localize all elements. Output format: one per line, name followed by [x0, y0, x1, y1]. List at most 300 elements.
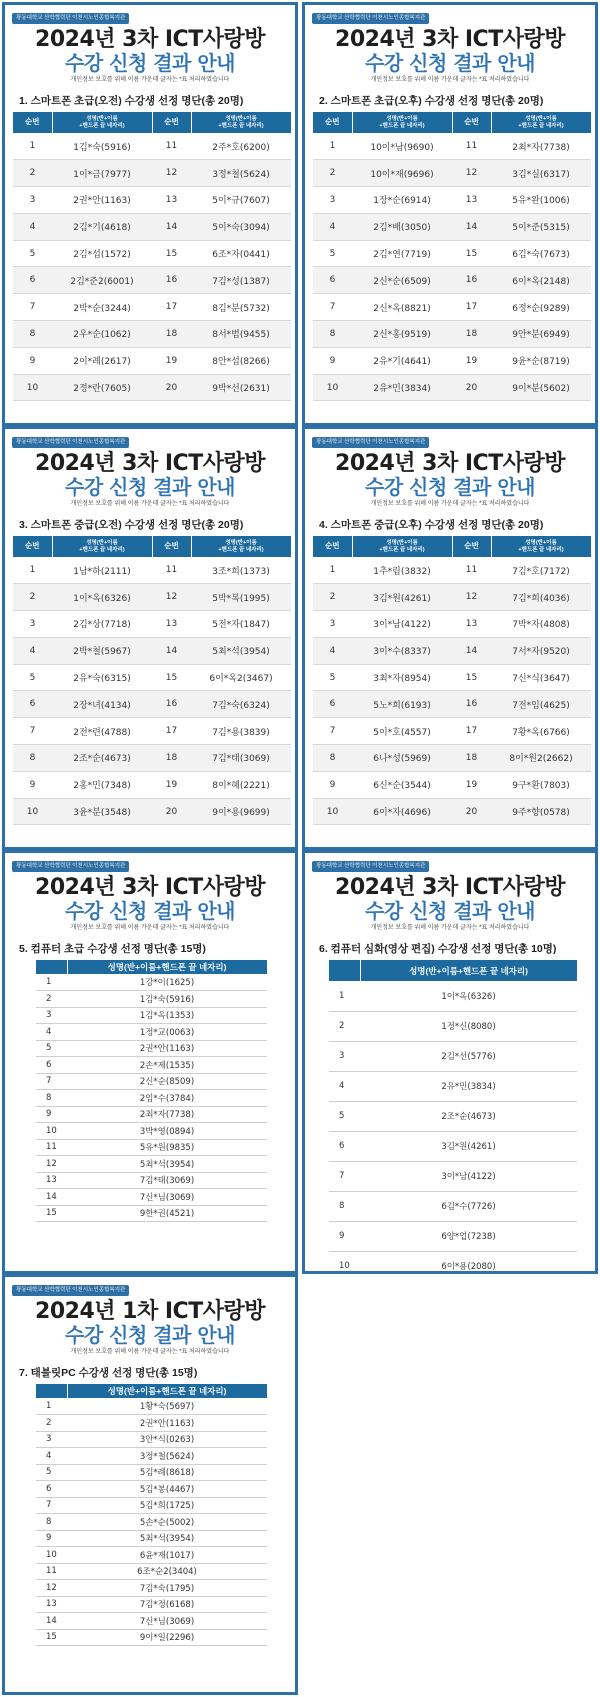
- student-name: 3김*실(6317): [491, 160, 591, 187]
- student-name: 5이*준(5315): [491, 213, 591, 240]
- row-number: 5: [36, 1040, 67, 1057]
- header-name-line2: +핸드폰 끝 네자리): [79, 122, 125, 129]
- row-number: 3: [36, 1431, 67, 1448]
- row-number: 10: [313, 798, 352, 825]
- header-name: 성명(반+이름+핸드폰 끝 네자리): [67, 960, 267, 974]
- student-name: 3정*철(5624): [67, 1448, 267, 1465]
- row-number: 7: [13, 294, 52, 321]
- table-row: [36, 1629, 267, 1646]
- table-row: [36, 1040, 267, 1057]
- row-number: 4: [13, 637, 52, 664]
- announcement-title: 2024년 3차 ICT사랑방: [35, 27, 265, 52]
- student-name: 8서*범(9455): [191, 321, 291, 348]
- table-row: [36, 991, 267, 1008]
- table-row: [329, 1041, 577, 1071]
- row-number: 12: [152, 584, 191, 611]
- row-number: 5: [329, 1101, 360, 1131]
- header-name-line2: +핸드폰 끝 네자리): [218, 122, 264, 129]
- table-row: [36, 1514, 267, 1531]
- header-name: [52, 536, 152, 557]
- student-name: 6조*순2(3404): [67, 1563, 267, 1580]
- row-number: 11: [36, 1139, 67, 1156]
- student-name: 8이*원2(2662): [491, 745, 591, 772]
- header-name: [352, 536, 452, 557]
- privacy-note: 개인정보 보호를 위해 이름 가운데 글자는 *표 처리하였습니다: [370, 925, 530, 931]
- student-name: 5전*자(1847): [191, 611, 291, 638]
- row-number: 3: [13, 187, 52, 214]
- row-number: 11: [452, 133, 491, 160]
- row-number: 19: [152, 771, 191, 798]
- row-number: 6: [36, 1057, 67, 1074]
- selection-table: [329, 960, 578, 1274]
- row-number: 9: [313, 347, 352, 374]
- student-name: 7김*숙(6324): [191, 691, 291, 718]
- table-row: [13, 213, 291, 240]
- table-row: [36, 1057, 267, 1074]
- student-name: 5김*봉(4467): [67, 1481, 267, 1498]
- student-name: 2신*옥(8821): [352, 294, 452, 321]
- row-number: 8: [36, 1090, 67, 1107]
- student-name: 7김*성(1387): [191, 267, 291, 294]
- table-row: [36, 1123, 267, 1140]
- student-name: 2신*홍(9519): [352, 321, 452, 348]
- row-number: 11: [152, 133, 191, 160]
- org-badge: 광동대학교 산학협력단 이천시노인종합복지관: [12, 13, 129, 24]
- announcement-title: 2024년 3차 ICT사랑방: [35, 451, 265, 476]
- row-number: 1: [13, 133, 52, 160]
- row-number: 7: [329, 1161, 360, 1191]
- announcement-title: 2024년 1차 ICT사랑방: [35, 1299, 265, 1324]
- student-name: 1이*옥(6326): [360, 981, 577, 1011]
- student-name: 7김*태(3069): [191, 745, 291, 772]
- row-number: 9: [36, 1530, 67, 1547]
- student-name: 2조*순(4673): [360, 1101, 577, 1131]
- row-number: 12: [36, 1156, 67, 1173]
- row-number: 20: [152, 374, 191, 401]
- row-number: 17: [452, 718, 491, 745]
- row-number: 12: [152, 160, 191, 187]
- student-name: 2이*례(2617): [52, 347, 152, 374]
- table-row: [13, 584, 291, 611]
- privacy-note: 개인정보 보호를 위해 이름 가운데 글자는 *표 처리하였습니다: [370, 77, 530, 83]
- row-number: 17: [452, 294, 491, 321]
- header-name: [491, 536, 591, 557]
- student-name: 6김*수(7726): [360, 1191, 577, 1221]
- row-number: 3: [13, 611, 52, 638]
- student-name: 8이*혜(2221): [191, 771, 291, 798]
- row-number: 11: [452, 557, 491, 584]
- student-name: 2김*연(7719): [352, 240, 452, 267]
- row-number: 20: [452, 374, 491, 401]
- row-number: 3: [36, 1007, 67, 1024]
- header-name-line1: 성명(반+이름: [386, 540, 418, 547]
- table-row: [36, 974, 267, 991]
- student-name: 1장*순(6914): [352, 187, 452, 214]
- student-name: 5최*석(3954): [67, 1530, 267, 1547]
- row-number: 4: [313, 637, 352, 664]
- student-name: 3정*철(5624): [191, 160, 291, 187]
- table-row: [36, 1448, 267, 1465]
- row-number: 12: [452, 160, 491, 187]
- selection-table: [13, 536, 292, 825]
- student-name: 3윤*분(3548): [52, 798, 152, 825]
- row-number: 14: [152, 213, 191, 240]
- header-number: 순번: [452, 112, 491, 133]
- student-name: 6나*성(5969): [352, 745, 452, 772]
- section-heading: 6. 컴퓨터 심화(영상 편집) 수강생 선정 명단(총 10명): [319, 943, 557, 955]
- privacy-note: 개인정보 보호를 위해 이름 가운데 글자는 *표 처리하였습니다: [70, 77, 230, 83]
- student-name: 5유*완(1006): [491, 187, 591, 214]
- table-row: [36, 1497, 267, 1514]
- table-row: [13, 664, 291, 691]
- student-name: 10이*남(9690): [352, 133, 452, 160]
- table-row: [313, 798, 591, 825]
- row-number: 4: [13, 213, 52, 240]
- org-badge: 광동대학교 산학협력단 이천시노인종합복지관: [12, 437, 129, 448]
- student-name: 2유*민(3834): [360, 1071, 577, 1101]
- row-number: 14: [452, 637, 491, 664]
- row-number: 16: [452, 691, 491, 718]
- student-name: 7김*용(3839): [191, 718, 291, 745]
- student-name: 2최*자(7738): [491, 133, 591, 160]
- section-heading: 4. 스마트폰 중급(오후) 수강생 선정 명단(총 20명): [319, 519, 544, 531]
- student-name: 5이*호(4557): [352, 718, 452, 745]
- table-row: [13, 771, 291, 798]
- table-row: [36, 1530, 267, 1547]
- table-row: [313, 267, 591, 294]
- row-number: 3: [313, 187, 352, 214]
- row-number: 20: [152, 798, 191, 825]
- student-name: 7전*임(4625): [491, 691, 591, 718]
- row-number: 6: [313, 267, 352, 294]
- header-name-line1: 성명(반+이름: [225, 540, 257, 547]
- student-name: 6조*자(0441): [191, 240, 291, 267]
- student-name: 9안*분(6949): [491, 321, 591, 348]
- table-row: [36, 1415, 267, 1432]
- header-name: [191, 536, 291, 557]
- student-name: 9한*권(4521): [67, 1205, 267, 1222]
- announcement-panel-5: [2, 850, 298, 1274]
- row-number: 2: [13, 584, 52, 611]
- announcement-panel-7: [2, 1274, 298, 1695]
- student-name: 2임*수(3784): [67, 1090, 267, 1107]
- row-number: 8: [13, 745, 52, 772]
- table-row: [313, 611, 591, 638]
- selection-table: [313, 536, 592, 825]
- row-number: 5: [13, 664, 52, 691]
- header-name-line2: +핸드폰 끝 네자리): [518, 546, 564, 553]
- student-name: 9박*선(2631): [191, 374, 291, 401]
- announcement-subtitle: 수강 신청 결과 안내: [365, 475, 535, 499]
- table-row: [13, 557, 291, 584]
- header-name: 성명(반+이름+핸드폰 끝 네자리): [360, 960, 577, 981]
- selection-table: [36, 960, 268, 1222]
- row-number: 7: [36, 1073, 67, 1090]
- student-name: 2김*선(5776): [360, 1041, 577, 1071]
- table-row: [36, 1580, 267, 1597]
- table-row: [329, 1101, 577, 1131]
- student-name: 9이*용(9699): [191, 798, 291, 825]
- table-row: [36, 1189, 267, 1206]
- student-name: 7김*태(3069): [67, 1172, 267, 1189]
- student-name: 2유*숙(6315): [52, 664, 152, 691]
- header-number: 순번: [313, 536, 352, 557]
- row-number: 4: [329, 1071, 360, 1101]
- row-number: 15: [152, 240, 191, 267]
- student-name: 6이*옥(2148): [491, 267, 591, 294]
- row-number: 1: [13, 557, 52, 584]
- student-name: 3박*영(0894): [67, 1123, 267, 1140]
- table-row: [13, 637, 291, 664]
- header-name-line1: 성명(반+이름: [86, 540, 118, 547]
- header-name: 성명(반+이름+핸드폰 끝 네자리): [67, 1384, 267, 1398]
- student-name: 5노*희(6193): [352, 691, 452, 718]
- student-name: 6이*용(2080): [360, 1251, 577, 1274]
- row-number: 12: [452, 584, 491, 611]
- table-row: [13, 718, 291, 745]
- header-number: [329, 960, 360, 981]
- table-row: [36, 1024, 267, 1041]
- student-name: 8안*섭(8266): [191, 347, 291, 374]
- student-name: 7신*식(3647): [491, 664, 591, 691]
- table-row: [13, 160, 291, 187]
- row-number: 7: [313, 294, 352, 321]
- section-heading: 7. 태블릿PC 수강생 선정 명단(총 15명): [19, 1367, 198, 1379]
- row-number: 1: [36, 974, 67, 991]
- row-number: 8: [329, 1191, 360, 1221]
- student-name: 1추*림(3832): [352, 557, 452, 584]
- header-number: 순번: [13, 112, 52, 133]
- student-name: 2김*섭(1572): [52, 240, 152, 267]
- row-number: 9: [13, 771, 52, 798]
- student-name: 7김*호(7172): [491, 557, 591, 584]
- row-number: 11: [36, 1563, 67, 1580]
- row-number: 7: [313, 718, 352, 745]
- org-badge: 광동대학교 산학협력단 이천시노인종합복지관: [12, 1285, 129, 1296]
- student-name: 6정*순(9289): [491, 294, 591, 321]
- table-row: [13, 321, 291, 348]
- table-row: [36, 1090, 267, 1107]
- announcement-title: 2024년 3차 ICT사랑방: [335, 451, 565, 476]
- section-heading: 1. 스마트폰 초급(오전) 수강생 선정 명단(총 20명): [19, 95, 244, 107]
- header-name-line1: 성명(반+이름: [225, 116, 257, 123]
- announcement-title: 2024년 3차 ICT사랑방: [35, 875, 265, 900]
- table-row: [36, 1139, 267, 1156]
- student-name: 6양*업(7238): [360, 1221, 577, 1251]
- table-row: [329, 1011, 577, 1041]
- header-name-line2: +핸드폰 끝 네자리): [79, 546, 125, 553]
- student-name: 5최*석(3954): [191, 637, 291, 664]
- row-number: 4: [36, 1024, 67, 1041]
- row-number: 6: [13, 267, 52, 294]
- row-number: 9: [313, 771, 352, 798]
- student-name: 2권*안(1163): [67, 1415, 267, 1432]
- table-row: [36, 1431, 267, 1448]
- header-name: [352, 112, 452, 133]
- announcement-subtitle: 수강 신청 결과 안내: [65, 1323, 235, 1347]
- table-row: [36, 1596, 267, 1613]
- row-number: 16: [152, 267, 191, 294]
- student-name: 7서*자(9520): [491, 637, 591, 664]
- table-row: [313, 745, 591, 772]
- privacy-note: 개인정보 보호를 위해 이름 가운데 글자는 *표 처리하였습니다: [70, 501, 230, 507]
- table-row: [313, 347, 591, 374]
- student-name: 1남*하(2111): [52, 557, 152, 584]
- section-heading: 5. 컴퓨터 초급 수강생 선정 명단(총 15명): [19, 943, 206, 955]
- org-badge: 광동대학교 산학협력단 이천시노인종합복지관: [312, 861, 429, 872]
- student-name: 2홍*민(7348): [52, 771, 152, 798]
- row-number: 8: [313, 745, 352, 772]
- selection-table: [313, 112, 592, 401]
- row-number: 13: [36, 1596, 67, 1613]
- student-name: 5김*희(1725): [67, 1497, 267, 1514]
- table-row: [313, 187, 591, 214]
- student-name: 9주*향(0578): [491, 798, 591, 825]
- row-number: 18: [152, 745, 191, 772]
- row-number: 14: [152, 637, 191, 664]
- table-row: [329, 1161, 577, 1191]
- table-row: [329, 1251, 577, 1274]
- table-row: [36, 1464, 267, 1481]
- header-name-line2: +핸드폰 끝 네자리): [518, 122, 564, 129]
- table-row: [313, 664, 591, 691]
- row-number: 16: [452, 267, 491, 294]
- student-name: 2최*자(7738): [67, 1106, 267, 1123]
- table-row: [313, 771, 591, 798]
- student-name: 2조*순(4673): [52, 745, 152, 772]
- student-name: 2권*안(1163): [67, 1040, 267, 1057]
- student-name: 5최*석(3954): [67, 1156, 267, 1173]
- header-number: [36, 960, 67, 974]
- student-name: 1이*옥(6326): [52, 584, 152, 611]
- student-name: 2유*민(3834): [352, 374, 452, 401]
- student-name: 1황*숙(5697): [67, 1398, 267, 1415]
- student-name: 3이*수(8337): [352, 637, 452, 664]
- table-row: [313, 691, 591, 718]
- table-row: [36, 1613, 267, 1630]
- announcement-panel-4: [302, 426, 598, 850]
- student-name: 2김*상(7718): [52, 611, 152, 638]
- row-number: 17: [152, 718, 191, 745]
- student-name: 9구*환(7803): [491, 771, 591, 798]
- announcement-subtitle: 수강 신청 결과 안내: [365, 51, 535, 75]
- announcement-panel-3: [2, 426, 298, 850]
- row-number: 6: [13, 691, 52, 718]
- header-name-line1: 성명(반+이름: [386, 116, 418, 123]
- header-name-line2: +핸드폰 끝 네자리): [218, 546, 264, 553]
- row-number: 2: [13, 160, 52, 187]
- row-number: 3: [329, 1041, 360, 1071]
- table-row: [13, 798, 291, 825]
- student-name: 1김*숙(5916): [52, 133, 152, 160]
- row-number: 9: [36, 1106, 67, 1123]
- table-row: [313, 240, 591, 267]
- row-number: 5: [313, 240, 352, 267]
- header-name-line2: +핸드폰 끝 네자리): [379, 122, 425, 129]
- table-row: [13, 347, 291, 374]
- row-number: 13: [452, 187, 491, 214]
- student-name: 6신*순(3544): [352, 771, 452, 798]
- row-number: 1: [329, 981, 360, 1011]
- row-number: 19: [152, 347, 191, 374]
- row-number: 18: [152, 321, 191, 348]
- table-row: [13, 745, 291, 772]
- table-row: [36, 1073, 267, 1090]
- row-number: 11: [152, 557, 191, 584]
- student-name: 2장*녀(4134): [52, 691, 152, 718]
- row-number: 20: [452, 798, 491, 825]
- student-name: 2김*기(4618): [52, 213, 152, 240]
- table-row: [313, 584, 591, 611]
- student-name: 6이*옥2(3467): [191, 664, 291, 691]
- section-heading: 3. 스마트폰 중급(오전) 수강생 선정 명단(총 20명): [19, 519, 244, 531]
- row-number: 6: [329, 1131, 360, 1161]
- header-name-line1: 성명(반+이름: [86, 116, 118, 123]
- table-row: [36, 1172, 267, 1189]
- table-row: [36, 1205, 267, 1222]
- row-number: 7: [36, 1497, 67, 1514]
- student-name: 1정*교(0063): [67, 1024, 267, 1041]
- row-number: 14: [36, 1189, 67, 1206]
- announcement-panel-2: [302, 2, 598, 426]
- row-number: 2: [36, 991, 67, 1008]
- privacy-note: 개인정보 보호를 위해 이름 가운데 글자는 *표 처리하였습니다: [370, 501, 530, 507]
- announcement-subtitle: 수강 신청 결과 안내: [365, 899, 535, 923]
- student-name: 3조*희(1373): [191, 557, 291, 584]
- row-number: 1: [313, 133, 352, 160]
- header-name: [52, 112, 152, 133]
- row-number: 13: [152, 187, 191, 214]
- header-name-line1: 성명(반+이름: [525, 540, 557, 547]
- privacy-note: 개인정보 보호를 위해 이름 가운데 글자는 *표 처리하였습니다: [70, 1349, 230, 1355]
- table-row: [13, 294, 291, 321]
- row-number: 1: [313, 557, 352, 584]
- student-name: 5김*례(8618): [67, 1464, 267, 1481]
- row-number: 1: [36, 1398, 67, 1415]
- row-number: 16: [152, 691, 191, 718]
- student-name: 7김*희(4036): [491, 584, 591, 611]
- row-number: 4: [313, 213, 352, 240]
- student-name: 3김*원(4261): [352, 584, 452, 611]
- table-row: [36, 1398, 267, 1415]
- student-name: 2박*철(5967): [52, 637, 152, 664]
- table-row: [13, 691, 291, 718]
- announcement-subtitle: 수강 신청 결과 안내: [65, 899, 235, 923]
- row-number: 19: [452, 771, 491, 798]
- student-name: 10이*재(9696): [352, 160, 452, 187]
- student-name: 3최*자(8954): [352, 664, 452, 691]
- row-number: 2: [36, 1415, 67, 1432]
- table-row: [13, 133, 291, 160]
- student-name: 7김*정(6168): [67, 1596, 267, 1613]
- selection-table: [36, 1384, 268, 1646]
- student-name: 9이*일(2296): [67, 1629, 267, 1646]
- student-name: 2신*순(6509): [352, 267, 452, 294]
- student-name: 1강*이(1625): [67, 974, 267, 991]
- row-number: 4: [36, 1448, 67, 1465]
- table-row: [313, 557, 591, 584]
- student-name: 5유*원(9835): [67, 1139, 267, 1156]
- student-name: 2손*제(1535): [67, 1057, 267, 1074]
- student-name: 2신*순(8509): [67, 1073, 267, 1090]
- row-number: 9: [13, 347, 52, 374]
- row-number: 10: [36, 1547, 67, 1564]
- student-name: 1이*금(7977): [52, 160, 152, 187]
- announcement-title: 2024년 3차 ICT사랑방: [335, 875, 565, 900]
- student-name: 3이*남(4122): [352, 611, 452, 638]
- student-name: 7황*옥(6766): [491, 718, 591, 745]
- student-name: 5이*숙(3094): [191, 213, 291, 240]
